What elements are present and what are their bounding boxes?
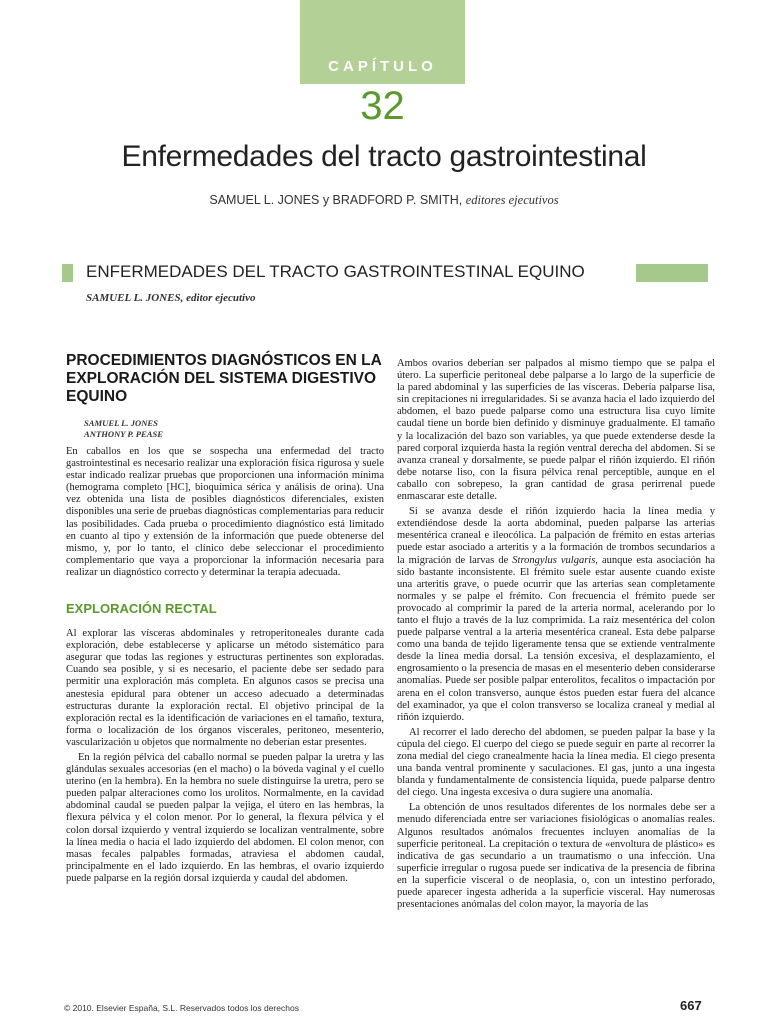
- author-2: ANTHONY P. PEASE: [84, 429, 164, 439]
- chapter-number: 32: [360, 84, 405, 128]
- section-bar-left: [62, 264, 73, 282]
- text-run: Si se avanza desde el riñón izquierdo hacia la línea media y extendiéndose desde la aorta abdominal, pueden palparse las arterias mesentérica craneal e ileocólica. La palpación de frémito en estas arterias puede estar asociado a arteritis y a la formación de trombos secundarios a la migración de larvas de: [397, 506, 715, 566]
- section-heading: ENFERMEDADES DEL TRACTO GASTROINTESTINAL EQUINO: [86, 262, 585, 281]
- body-paragraph: Al explorar las vísceras abdominales y retroperitoneales durante cada exploración, debe establecerse y aplicarse un método sistemático para asegurar que todas las regiones y estructuras pertinentes son exploradas. Cuando sea posible, y si es necesario, el paciente debe ser sedado para permitir una exploración más completa. En algunos casos se precisa una anestesia epidural para obtener un acceso adecuado a determinadas estructuras durante la exploración rectal. El objetivo principal de la exploración rectal es la identificación de variaciones en el tamaño, textura, forma o localización de los órganos viscerales, peritoneo, mesenterio, vascularización u objetos que normalmente no deberían estar presentes.: [66, 628, 384, 748]
- footer-copyright: © 2010. Elsevier España, S.L. Reservados todos los derechos: [64, 1003, 299, 1013]
- body-paragraph: La obtención de unos resultados diferentes de los normales debe ser a menudo diferenciada entre ser variaciones fisiológicas o anomalías reales. Algunos resultados anómalos frecuentes incluyen anomalías de la superficie peritoneal. La crepitación o textura de «envoltura de plástico» es indicativa de gas secundario a un traumatismo o una infección. Una superficie irregular o rugosa puede ser indicativa de la presencia de fibrina en la superficie visceral o de neoplasia, o, con un intestino perforado, puede aparecer ingesta adherida a la superficie visceral. Hay numerosas presentaciones anómalas del colon mayor, la mayoría de las: [397, 802, 715, 911]
- article-authors: [66, 418, 384, 440]
- chapter-label: CAPÍTULO: [328, 58, 437, 75]
- chapter-title: Enfermedades del tracto gastrointestinal: [121, 140, 647, 173]
- body-paragraph: En la región pélvica del caballo normal se pueden palpar la uretra y las glándulas sexuales accesorias (en el macho) o la bóveda vaginal y el cuello uterino (en la hembra). En la hembra no suele distinguirse la uretra, pero se pueden palpar alteraciones como los urolitos. Normalmente, en la cavidad abdominal caudal se pueden palpar la vejiga, el útero en las hembras, la flexura pélvica y el colon menor. Por lo general, la flexura pélvica y el colon dorsal izquierdo y ventral izquierdo se localizan ventralmente, sobre la línea media o hacia el lado izquierdo del abdomen. El colon menor, con masas fecales palpables formadas, atraviesa el abdomen caudal, principalmente en el lado izquierdo. En las hembras, el ovario izquierdo puede palparse en la región dorsal izquierda y caudal del abdomen.: [66, 751, 384, 884]
- editors-role: editores ejecutivos: [465, 193, 559, 207]
- italic-term: Strongylus vulgaris: [512, 554, 596, 566]
- editors-names: SAMUEL L. JONES y BRADFORD P. SMITH,: [209, 193, 463, 207]
- text-run: , aunque esta asociación ha sido bastante inconsistente. El frémito suele estar ausente cuando existe una arteritis grave, o puede ocurrir que las arterias sean completamente normales y se palpe el frémito. Con frecuencia el frémito puede ser provocado al comprimir la pared de la arteria normal, acelerando por lo tanto el flujo a través de la luz comprimida. La raíz mesentérica del colon puede palparse ventral a la arteria mesentérica craneal. Esta debe palparse como una banda de tejido ligeramente tensa que se extiende ventralmente desde la línea media dorsal. La tensión excesiva, el desplazamiento, el engrosamiento o la presencia de masas en el mesenterio deben considerarse anomalías. Puede ser posible palpar enterolitos, fecalitos o impactación por arena en el colon transverso, aunque éstos pueden estar fuera del alcance del examinador, ya que el colon transverso se localiza craneal y medial al riñón izquierdo.: [397, 554, 715, 723]
- subsection-heading: EXPLORACIÓN RECTAL: [66, 601, 217, 617]
- section-editor: SAMUEL L. JONES, editor ejecutivo: [86, 292, 256, 304]
- left-column: [66, 352, 384, 885]
- author-1: SAMUEL L. JONES: [84, 418, 158, 428]
- body-paragraph: Ambos ovarios deberían ser palpados al mismo tiempo que se palpa el útero. La superficie peritoneal debe palparse a lo largo de la superficie de la pared abdominal y las superficies de las vísceras. Debería palparse lisa, sin crepitaciones ni irregularidades. Si se avanza hacia el lado izquierdo del abdomen, el bazo puede palparse como una estructura lisa cuyo límite caudal tiene un borde bien definido y disminuye gradualmente. El tamaño y la localización del bazo son variables, ya que puede extenderse desde la pared corporal izquierda hasta la región ventral derecha del abdomen. Si se avanza craneal y dorsalmente, se puede palpar el riñón izquierdo. El riñón debe notarse liso, con la fisura pélvica renal perceptible, aunque en el caballo con sobrepeso, la gran cantidad de grasa perirrenal puede enmascarar este detalle.: [397, 358, 715, 503]
- article-heading: PROCEDIMIENTOS DIAGNÓSTICOS EN LA EXPLORACIÓN DEL SISTEMA DIGESTIVO EQUINO: [66, 352, 382, 405]
- body-paragraph: [397, 506, 715, 724]
- body-paragraph: Al recorrer el lado derecho del abdomen, se pueden palpar la base y la cúpula del ciego. El cuerpo del ciego se puede seguir en parte al recorrer la zona medial del ciego cranealmente hacia la línea media. El ciego presenta una banda ventral prominente y saculaciones. El gas, junto a una ingesta blanda y fundamentalmente de consistencia líquida, puede palparse dentro del ciego. Una ingesta excesiva o dura sugiere una anomalía.: [397, 726, 715, 799]
- page-number: 667: [680, 998, 702, 1013]
- section-bar-right: [636, 264, 708, 282]
- chapter-editors: [0, 193, 768, 208]
- intro-paragraph: En caballos en los que se sospecha una enfermedad del tracto gastrointestinal es necesario realizar una exploración física rigurosa y suele estar indicado realizar pruebas que proporcionen una información mínima (hemograma completo [HC], bioquímica sérica y análisis de orina). Una vez obtenida una lista de posibles diagnósticos diferenciales, existen disponibles una serie de pruebas diagnósticas complementarias para reducir las posibilidades. Cada prueba o procedimiento diagnóstico está limitado en cuanto al tipo y extensión de la información que puede obtenerse del mismo, y, por lo tanto, el clínico debe seleccionar el procedimiento complementario que vaya a proporcionar la información necesaria para realizar un diagnóstico correcto y determinar la terapia adecuada.: [66, 446, 384, 578]
- right-column: [397, 358, 715, 911]
